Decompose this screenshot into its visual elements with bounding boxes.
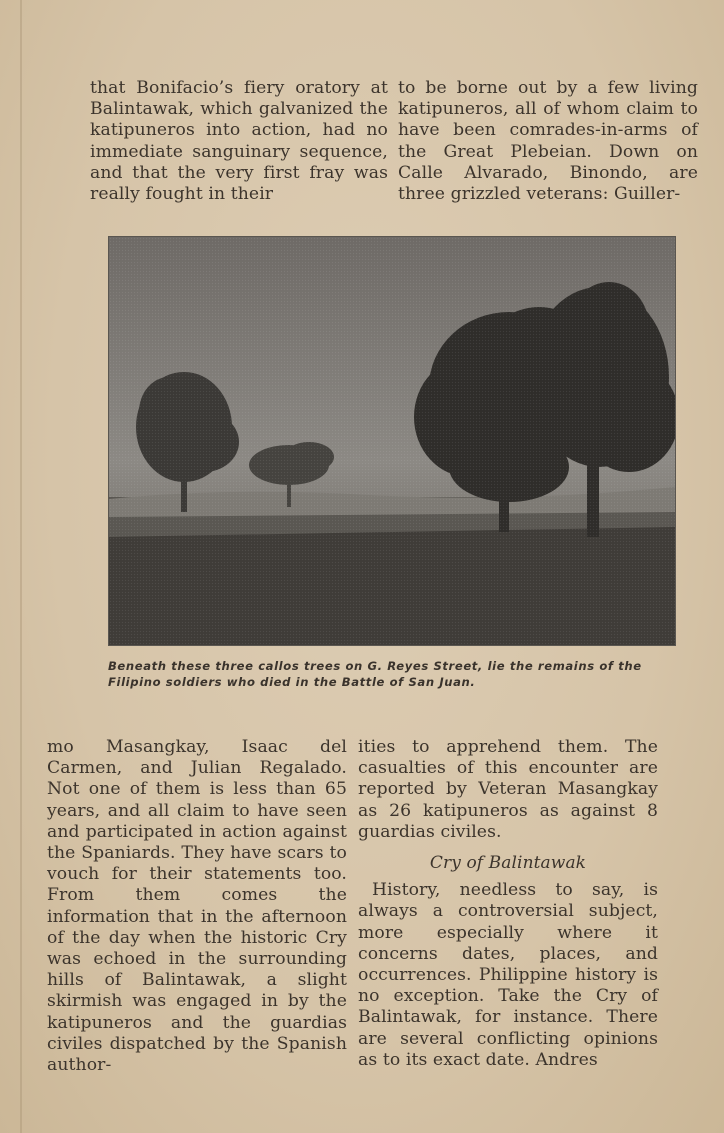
article-text-bottom-left: mo Masangkay, Isaac del Carmen, and Julian Regalado. Not one of them is less than 65 years, and all claim to have seen and participated in action against the Spaniards. They have scars to vouch for their statements too. From them comes the information that in the afternoon of the day when the historic Cry was echoed in the surrounding hills of Balintawak, a slight skirmish was engaged in by the katipuneros and the guardias civiles dispatched by the Spanish author-: [47, 737, 347, 1076]
photo-caption: Beneath these three callos trees on G. Reyes Street, lie the remains of the Filipino soldiers who died in the Battle of San Juan.: [108, 659, 642, 689]
page-edge-shadow: [20, 0, 22, 1133]
article-text-bottom-right-2: History, needless to say, is always a controversial subject, more especially where it concerns dates, places, and occurrences. Philippine history is no exception. Take the Cry of Balintawak, for instance. There are several conflicting opinions as to its exact date. Andres: [358, 880, 658, 1070]
article-column-bottom-left: [47, 737, 347, 1076]
article-column-top-left: [90, 78, 388, 205]
article-text-bottom-right-1: ities to apprehend them. The casualties of this encounter are reported by Veteran Masangkay as 26 katipuneros as against 8 guardias civiles.: [358, 737, 658, 842]
section-subheading: Cry of Balintawak: [429, 853, 587, 874]
article-column-bottom-right: [358, 737, 658, 1071]
article-text-top-left: that Bonifacio’s fiery oratory at Balintawak, which galvanized the katipuneros into action, had no immediate sanguinary sequence, and that the very first fray was really fought in their: [90, 78, 388, 205]
article-column-top-right: [398, 78, 698, 205]
article-text-top-right: to be borne out by a few living katipuneros, all of whom claim to have been comrades-in-arms of the Great Plebeian. Down on Calle Alvarado, Binondo, are three grizzled veterans: Guiller-: [398, 78, 698, 205]
trees-photograph: [108, 236, 676, 646]
